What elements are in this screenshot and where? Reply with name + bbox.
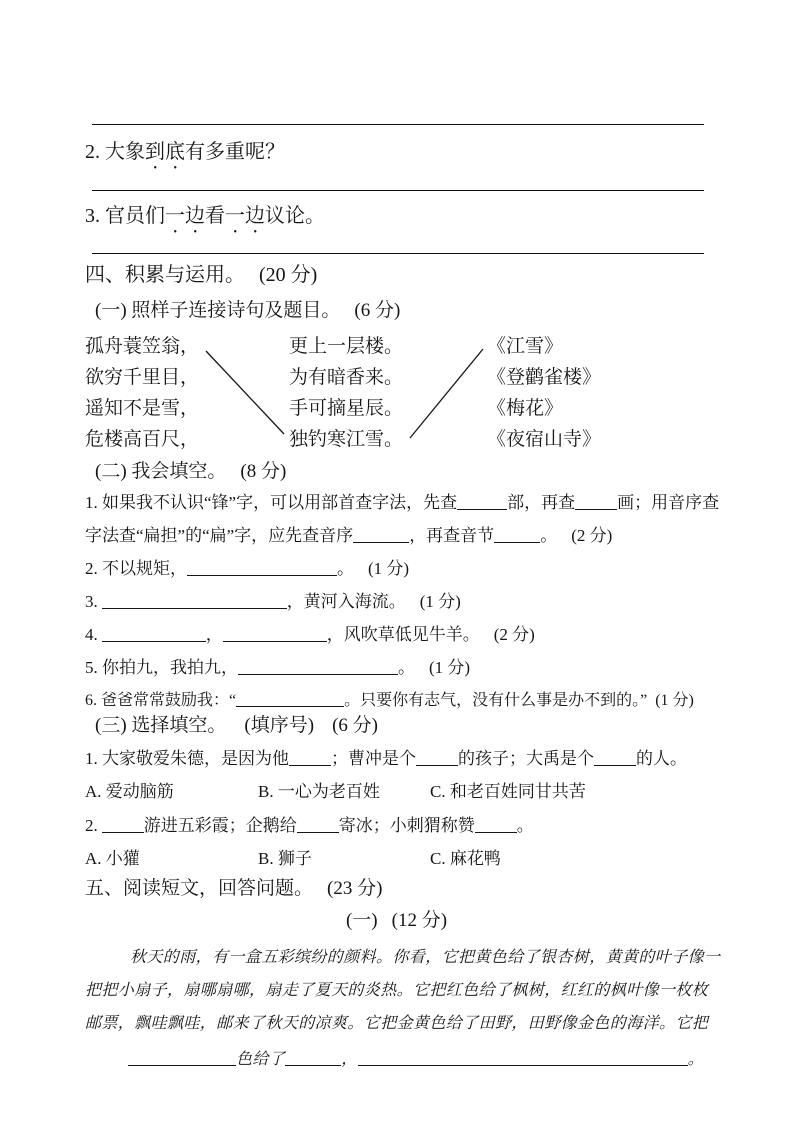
part-label: (一): [345, 910, 378, 931]
choice-option-b[interactable]: B. 狮子: [258, 849, 312, 868]
item-score: (1 分): [429, 658, 471, 677]
item-text: ，黄河入海流。: [286, 592, 406, 611]
part-title: (三) 选择填空。: [95, 715, 227, 736]
answer-line-2[interactable]: [92, 190, 704, 191]
fill-blank[interactable]: [475, 815, 517, 833]
poem-second-line[interactable]: 独钓寒江雪。: [289, 429, 404, 450]
poem-title-option[interactable]: 《夜宿山寺》: [487, 429, 602, 450]
item-text: 字法查“扁担”的“扁”字，应先查音序: [85, 526, 354, 545]
choice-option-a[interactable]: A. 小獾: [85, 849, 140, 868]
answer-line-3[interactable]: [92, 253, 704, 254]
choice-question-1: [85, 747, 687, 771]
emphasized-word: 一边: [165, 205, 205, 227]
part-title: (二) 我会填空。: [95, 461, 227, 482]
fill-blank[interactable]: [594, 748, 636, 766]
section-score: (20 分): [259, 264, 318, 286]
example-connection-line: [206, 351, 284, 434]
poem-second-line[interactable]: 手可摘星辰。: [289, 398, 404, 419]
passage-line-3: 邮票，飘哇飘哇，邮来了秋天的凉爽。它把金黄色给了田野，田野像金色的海洋。它把: [85, 1015, 709, 1032]
fill-blank[interactable]: [187, 558, 337, 576]
passage-text: ，: [341, 1051, 358, 1068]
sentence-text: 有多重呢？: [185, 141, 285, 163]
question-text: 的人。: [636, 749, 687, 768]
practice-sentence-2: [85, 140, 285, 174]
fill-blank[interactable]: [353, 525, 409, 543]
fill-blank[interactable]: [358, 1049, 688, 1066]
fill-item-1-line-2: [85, 524, 612, 548]
item-text: ，风吹草低见牛羊。: [326, 625, 480, 644]
answer-line-1[interactable]: [92, 124, 704, 125]
fill-exercise-title: [95, 460, 286, 484]
item-text: 4.: [85, 625, 98, 644]
section-score: (23 分): [327, 878, 383, 899]
passage-text: 。: [687, 1051, 705, 1068]
item-text: 画；用音序查: [617, 493, 720, 512]
fill-blank[interactable]: [236, 690, 344, 707]
item-text: 。: [398, 658, 415, 677]
poem-first-line[interactable]: 欲穷千里目，: [85, 367, 200, 388]
example-connection-line: [410, 349, 483, 438]
fill-blank[interactable]: [285, 1049, 341, 1066]
fill-blank[interactable]: [102, 591, 287, 609]
item-text: 。: [337, 559, 354, 578]
item-score: (1 分): [655, 692, 694, 709]
choice-option-c[interactable]: C. 和老百姓同甘共苦: [430, 782, 586, 801]
sentence-text: 3. 官员们: [85, 205, 165, 227]
fill-item-1-line-1: [85, 491, 719, 515]
fill-item-3: [85, 590, 461, 614]
item-text: 部，再查: [507, 493, 576, 512]
item-score: (1 分): [419, 592, 461, 611]
item-text: 5. 你拍九，我拍九，: [85, 658, 238, 677]
section-4-heading: [85, 263, 317, 287]
poem-second-line[interactable]: 更上一层楼。: [289, 336, 404, 357]
poem-first-line[interactable]: 危楼高百尺，: [85, 429, 200, 450]
match-exercise-title: [95, 299, 400, 323]
practice-sentence-3: [85, 204, 325, 238]
fill-blank[interactable]: [223, 624, 327, 642]
fill-blank[interactable]: [494, 525, 540, 543]
part-score: (12 分): [391, 910, 448, 931]
poem-first-line[interactable]: 遥知不是雪，: [85, 398, 200, 419]
question-text: 1. 大家敬爱朱德，是因为他: [85, 749, 289, 768]
poem-second-line[interactable]: 为有暗香来。: [289, 367, 404, 388]
poem-first-line[interactable]: 孤舟蓑笠翁，: [85, 336, 200, 357]
fill-blank[interactable]: [102, 624, 206, 642]
fill-item-6: [85, 689, 694, 713]
passage-line-2: 把把小扇子，扇哪扇哪，扇走了夏天的炎热。它把红色给了枫树，红红的枫叶像一枚枚: [85, 982, 709, 999]
section-5-heading: [85, 877, 382, 901]
sentence-text: 议论。: [265, 205, 325, 227]
item-score: (1 分): [368, 559, 410, 578]
fill-blank[interactable]: [575, 492, 617, 510]
emphasized-word: 一边: [225, 205, 265, 227]
fill-blank[interactable]: [289, 748, 331, 766]
part-title: (一) 照样子连接诗句及题目。: [95, 300, 341, 321]
fill-item-4: [85, 623, 535, 647]
question-text: 的孩子；大禹是个: [458, 749, 594, 768]
fill-blank[interactable]: [128, 1049, 236, 1066]
section-title: 五、阅读短文，回答问题。: [85, 878, 314, 899]
poem-title-option[interactable]: 《江雪》: [487, 336, 564, 357]
fill-blank[interactable]: [297, 815, 339, 833]
choice-option-a[interactable]: A. 爱动脑筋: [85, 782, 174, 801]
emphasized-word: 到底: [145, 141, 185, 163]
poem-title-option[interactable]: 《登鹳雀楼》: [487, 367, 602, 388]
choice-options-row-2: [0, 847, 793, 871]
part-score: (8 分): [240, 461, 287, 482]
item-text: 3.: [85, 592, 98, 611]
sentence-text: 2. 大象: [85, 141, 145, 163]
reading-part-heading: [346, 909, 447, 933]
passage-line-1: 秋天的雨，有一盒五彩缤纷的颜料。你看，它把黄色给了银杏树，黄黄的叶子像一: [130, 949, 721, 966]
item-text: ，再查音节: [409, 526, 495, 545]
choice-exercise-title: [95, 714, 378, 738]
choice-option-c[interactable]: C. 麻花鸭: [430, 849, 501, 868]
poem-title-option[interactable]: 《梅花》: [487, 398, 564, 419]
passage-line-4: [128, 1048, 704, 1072]
item-text: 1. 如果我不认识“锋”字，可以用部首查字法，先查: [85, 493, 458, 512]
part-score: (6 分): [354, 300, 401, 321]
item-score: (2 分): [571, 526, 613, 545]
item-text: 6. 爸爸常常鼓励我：“: [85, 692, 237, 709]
item-text: 2. 不以规矩，: [85, 559, 187, 578]
item-text: ，: [205, 625, 223, 644]
fill-blank[interactable]: [102, 815, 144, 833]
fill-blank[interactable]: [416, 748, 458, 766]
item-text: 。: [540, 526, 558, 545]
section-title: 四、积累与运用。: [85, 264, 245, 286]
question-text: 。: [516, 816, 534, 835]
question-text: 游进五彩霞；企鹅给: [143, 816, 297, 835]
fill-blank[interactable]: [457, 492, 507, 510]
part-subtitle: (填序号): [244, 715, 315, 736]
part-score: (6 分): [332, 715, 378, 736]
item-score: (2 分): [493, 625, 535, 644]
sentence-text: 看: [205, 205, 225, 227]
choice-question-2: [85, 814, 534, 838]
fill-item-2: [85, 557, 409, 581]
choice-option-b[interactable]: B. 一心为老百姓: [258, 782, 380, 801]
fill-item-5: [85, 656, 470, 680]
item-text: 。只要你有志气，没有什么事是办不到的。”: [344, 692, 648, 709]
passage-text: 色给了: [236, 1051, 286, 1068]
question-text: ；曹冲是个: [331, 749, 416, 768]
fill-blank[interactable]: [238, 657, 398, 675]
choice-options-row-1: [0, 780, 793, 804]
question-text: 寄冰；小刺猬称赞: [338, 816, 475, 835]
question-text: 2.: [85, 816, 98, 835]
